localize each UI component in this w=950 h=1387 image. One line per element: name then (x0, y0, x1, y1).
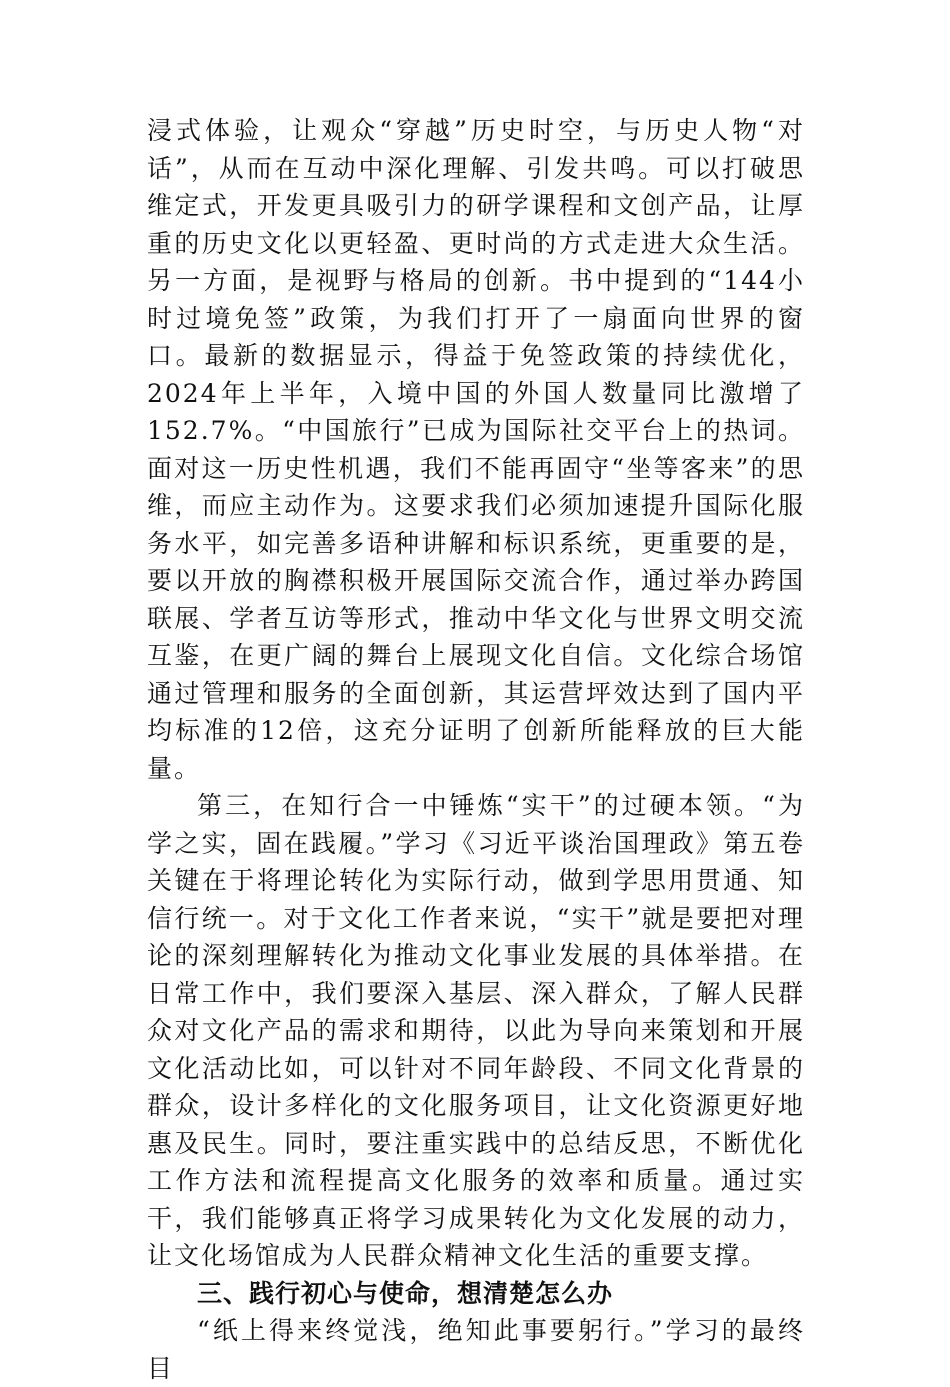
body-paragraph-3: “纸上得来终觉浅，绝知此事要躬行。”学习的最终目 (147, 1316, 805, 1383)
document-page (147, 112, 805, 1387)
body-paragraph-1: 浸式体验，让观众“穿越”历史时空，与历史人物“对话”，从而在互动中深化理解、引发共鸣。可以打破思维定式，开发更具吸引力的研学课程和文创产品，让厚重的历史文化以更轻盈、更时尚的方式走进大众生活。另一方面，是视野与格局的创新。书中提到的“144小时过境免签”政策，为我们打开了一扇面向世界的窗口。最新的数据显示，得益于免签政策的持续优化，2024年上半年，入境中国的外国人数量同比激增了152.7%。“中国旅行”已成为国际社交平台上的热词。面对这一历史性机遇，我们不能再固守“坐等客来”的思维，而应主动作为。这要求我们必须加速提升国际化服务水平，如完善多语种讲解和标识系统，更重要的是，要以开放的胸襟积极开展国际交流合作，通过举办跨国联展、学者互访等形式，推动中华文化与世界文明交流互鉴，在更广阔的舞台上展现文化自信。文化综合场馆通过管理和服务的全面创新，其运营坪效达到了国内平均标准的12倍，这充分证明了创新所能释放的巨大能量。 (147, 116, 805, 783)
section-heading: 三、践行初心与使命，想清楚怎么办 (197, 1278, 614, 1308)
body-paragraph-2: 第三，在知行合一中锤炼“实干”的过硬本领。“为学之实，固在践履。”学习《习近平谈治国理政》第五卷关键在于将理论转化为实际行动，做到学思用贯通、知信行统一。对于文化工作者来说，“实干”就是要把对理论的深刻理解转化为推动文化事业发展的具体举措。在日常工作中，我们要深入基层、深入群众，了解人民群众对文化产品的需求和期待，以此为导向来策划和开展文化活动比如，可以针对不同年龄段、不同文化背景的群众，设计多样化的文化服务项目，让文化资源更好地惠及民生。同时，要注重实践中的总结反思，不断优化工作方法和流程提高文化服务的效率和质量。通过实干，我们能够真正将学习成果转化为文化发展的动力，让文化场馆成为人民群众精神文化生活的重要支撑。 (147, 791, 805, 1270)
